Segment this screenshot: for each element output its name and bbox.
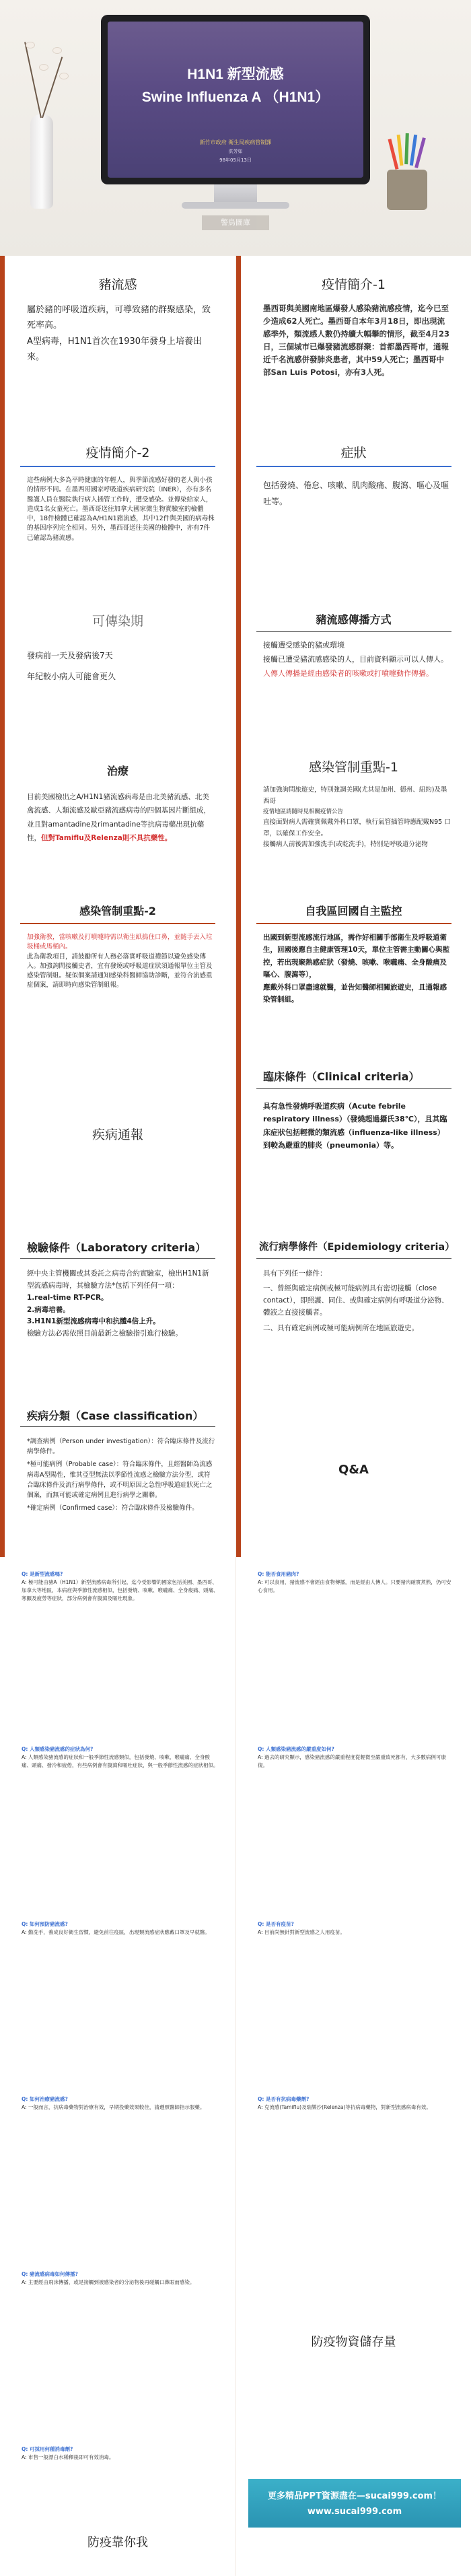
slide-title: 自我區回國自主監控 bbox=[305, 905, 402, 917]
slide-text-highlight: 人傳人傳播是經由感染者的咳嗽或打噴嚏動作傳播。 bbox=[263, 668, 433, 678]
slide-faq-2 bbox=[236, 1557, 471, 1732]
slide-faq-3 bbox=[0, 1732, 236, 1907]
faq-block bbox=[0, 2082, 236, 2112]
title-underline bbox=[256, 466, 451, 467]
slide-symptoms bbox=[236, 424, 471, 592]
accent-bar bbox=[0, 256, 5, 424]
faq-block bbox=[236, 1732, 471, 1770]
accent-bar bbox=[236, 884, 241, 1052]
slide-title: 臨床條件（Clinical criteria） bbox=[263, 1070, 420, 1083]
list-item: 二、具有確定病例或極可能病例所在地區旅遊史。 bbox=[263, 1324, 419, 1333]
accent-bar bbox=[0, 1389, 5, 1557]
slide-self-monitoring bbox=[236, 884, 471, 1052]
slide-swine-flu bbox=[0, 256, 236, 424]
slide-laboratory-criteria bbox=[0, 1220, 236, 1389]
hero-author: 洪芳如 bbox=[228, 149, 243, 154]
faq-block bbox=[236, 1557, 471, 1595]
slide-title: 疾病通報 bbox=[92, 1127, 143, 1142]
pencil-icon bbox=[404, 133, 409, 164]
pencil-cup-illustration bbox=[387, 170, 427, 210]
list-item: 3.H1N1新型流感病毒中和抗體4倍上升。 bbox=[27, 1317, 160, 1326]
monitor-stand bbox=[214, 184, 257, 203]
accent-bar bbox=[0, 884, 5, 1052]
branch-decoration bbox=[24, 42, 42, 118]
slide-text: 目前美國檢出之A/H1N1豬流感病毒是由北美豬流感、北美禽流感、人類流感及歐亞豬流感病毒的四個基因片斷組成，並且對amantadine及rimantadine等抗病毒藥出現抗藥性， bbox=[27, 793, 211, 843]
faq-block bbox=[0, 1732, 236, 1770]
faq-answer: A: 市售一般漂白水稀釋後即可有效消毒。 bbox=[22, 2454, 114, 2460]
accent-bar bbox=[0, 424, 5, 592]
slide-body bbox=[0, 1423, 236, 1513]
title-underline bbox=[256, 1088, 451, 1089]
slide-infectious-period bbox=[0, 592, 236, 730]
accent-bar bbox=[0, 730, 5, 884]
accent-bar bbox=[236, 256, 241, 424]
slide-text: 接觸遭受感染的豬或環境 bbox=[263, 641, 345, 650]
slide-text: 經中央主管機關或其委託之病毒合約實驗室，檢出H1N1新型流感病毒時，其檢驗方法*包括下列任何一項： bbox=[27, 1269, 209, 1290]
accent-bar bbox=[236, 592, 241, 730]
slide-faq-7 bbox=[0, 2082, 236, 2257]
slide-body: 具有急性發燒呼吸道疾病（Acute febrile respiratory illness）（發燒超過攝氏38℃），且其臨床症狀包括輕微的類流感（influenza-like illness）到較為嚴重的肺炎（pneumonia）等。 bbox=[263, 1102, 447, 1150]
title-underline bbox=[20, 466, 215, 467]
slide-body: 這些病例大多為平時健康的年輕人，與季節流感好發的老人與小孩的情形不同。在墨西哥國家呼吸道疾病研究院（INER），亦有多名醫護人員在醫院執行病人插管工作時，遭受感染。並傳染給家人，造成1名女童死亡。墨西哥送往加拿大國家微生物實驗室的檢體中，18件檢體已確認為A/H1N1豬流感，其中12件與美國的病毒株的基因序列完全相同。另外，墨西哥送往美國的檢體中，亦有7件已確認為豬流感。 bbox=[27, 477, 215, 542]
faq-block bbox=[0, 1557, 236, 1603]
flower-decoration bbox=[59, 73, 69, 79]
watermark-badge: 警鳥圖庫 bbox=[202, 215, 269, 230]
slide-text: 應戴外科口罩盡速就醫，並告知醫師相關旅遊史，且通報感染管制組。 bbox=[263, 983, 447, 1004]
faq-question: Q: 如何治療豬流感? bbox=[22, 2096, 68, 2102]
accent-bar bbox=[236, 1052, 241, 1220]
slide-transmission bbox=[236, 592, 471, 730]
slide-body: 墨西哥與美國南地區爆發人感染豬流感疫情，迄今已至少造成62人死亡。墨西哥自本年3月18日，即出現流感季外，類流感人數仍持續大幅攀的情形，截至4月23日，三個城市已爆發豬流感群聚：首都墨西哥市，通報近千名流感併發肺炎患者，其中59人死亡；墨西哥中部San Luis Potosi，亦有3人死。 bbox=[263, 304, 450, 377]
slide-body bbox=[0, 918, 236, 991]
faq-answer: A: 克流感(Tamiflu)及瑞樂沙(Relenza)等抗病毒藥物，對新型流感病毒有效。 bbox=[258, 2104, 431, 2110]
slide-title: Q&A bbox=[338, 1463, 369, 1477]
slide-title: 疾病分類（Case classification） bbox=[27, 1409, 204, 1422]
hero-subtitle: 新竹市政府 衛生局疾病管制課 bbox=[199, 139, 272, 145]
title-underline bbox=[20, 1426, 215, 1427]
slide-text-highlight: 加強衛教，當咳嗽及打噴嚏時需以衛生紙摀住口鼻，並隨手丟入垃圾桶或馬桶內。 bbox=[27, 934, 213, 951]
accent-bar bbox=[236, 1220, 241, 1389]
slide-text: 接觸病人前後需加強洗手(或乾洗手)，特別是呼吸道分泌物 bbox=[263, 841, 428, 849]
slide-text: 檢驗方法必需依照目前最新之檢驗指引進行檢驗。 bbox=[27, 1329, 182, 1338]
slide-faq-5 bbox=[0, 1907, 236, 2082]
slide-treatment bbox=[0, 730, 236, 884]
slide-title: 檢驗條件（Laboratory criteria） bbox=[27, 1241, 207, 1254]
slide-promo bbox=[236, 2432, 471, 2576]
slide-faq-8 bbox=[236, 2082, 471, 2257]
slide-faq-6 bbox=[236, 1907, 471, 2082]
slide-faq-1 bbox=[0, 1557, 236, 1732]
title-underline bbox=[256, 1258, 451, 1259]
slide-title: 疫情簡介-1 bbox=[322, 277, 386, 292]
faq-answer: A: 目前尚無針對新型流感之人用疫苗。 bbox=[258, 1929, 345, 1935]
list-item: *確定病例（Confirmed case）：符合臨床條件及檢驗條件。 bbox=[27, 1504, 198, 1512]
faq-question: Q: 人類感染豬流感的症狀為何? bbox=[22, 1746, 94, 1752]
flower-decoration bbox=[39, 64, 48, 71]
slide-body bbox=[0, 629, 236, 687]
slide-body bbox=[236, 627, 471, 681]
slide-infection-control-1 bbox=[236, 730, 471, 884]
slide-epidemic-2 bbox=[0, 424, 236, 592]
slide-text: 接觸已遭受豬流感感染的人，目前資料顯示可以人傳人。 bbox=[263, 654, 448, 664]
faq-question: Q: 如何預防豬流感? bbox=[22, 1921, 68, 1927]
slide-disease-reporting bbox=[0, 1052, 236, 1220]
hero-title-line1: H1N1 新型流感 bbox=[187, 67, 284, 82]
list-item: *極可能病例（Probable case）：符合臨床條件，且經醫師為流感病毒A型陽性，惟其亞型無法以季節性流感之檢驗方法分型，或符合臨床條件及流行病學條件，或不明原因之急性呼吸道症狀死亡之個案，而無可能或確定病例且進行病學之關聯。 bbox=[27, 1461, 213, 1499]
flower-decoration bbox=[52, 47, 62, 54]
slide-body bbox=[236, 1253, 471, 1335]
slide-title: 流行病學條件（Epidemiology criteria） bbox=[259, 1242, 455, 1253]
slide-title: 可傳染期 bbox=[92, 614, 143, 629]
monitor-frame bbox=[101, 15, 370, 184]
faq-block bbox=[0, 2432, 236, 2462]
slide-title: 治療 bbox=[106, 765, 129, 777]
slide-text-highlight: 但對Tamiflu及Relenza則不具抗藥性。 bbox=[41, 834, 172, 843]
title-slide bbox=[0, 0, 471, 256]
faq-answer: A: 人類感染豬流感的症狀和一般季節性流感類似，包括發燒、咳嗽、喉嚨痛、全身酸痛、頭痛、發冷和疲倦，有些病例會有腹瀉和嘔吐症狀，與一般季節性流感的症狀相似。 bbox=[22, 1754, 219, 1768]
promo-text: 更多精品PPT資源盡在—sucai999.com！ bbox=[267, 2491, 442, 2501]
slide-title: 疫情簡介-2 bbox=[85, 446, 150, 460]
faq-answer: A: 一般而言，抗病毒藥物對治療有效，早期投藥效果較佳，請遵照醫師指示服藥。 bbox=[22, 2104, 205, 2110]
slide-text: 疫情地區請隨時見相關疫情公告 bbox=[263, 808, 344, 816]
vase-illustration bbox=[30, 114, 53, 209]
title-underline bbox=[256, 631, 451, 632]
slide-text: 直接面對病人需確實佩戴外科口罩，執行氣管插管時應配戴N95 口罩，以確保工作安全。 bbox=[263, 819, 451, 837]
list-item: 一、曾經與確定病例或極可能病例具有密切接觸（close contact），即照護、同住、或與確定病例有呼吸道分泌物、體液之直接接觸者。 bbox=[263, 1284, 449, 1317]
slide-body bbox=[0, 1255, 236, 1340]
slide-title: 豬流感 bbox=[98, 277, 137, 292]
faq-question: Q: 豬流感病毒如何傳播? bbox=[22, 2271, 78, 2277]
slide-faq-9 bbox=[0, 2257, 236, 2432]
faq-question: Q: 能否食用豬肉? bbox=[258, 1571, 299, 1577]
slide-epidemiology-criteria bbox=[236, 1220, 471, 1389]
slide-qa bbox=[236, 1389, 471, 1557]
slide-text: 發病前一天及發病後7天 bbox=[27, 651, 113, 660]
faq-answer: A: 可以食用，豬流感不會經由食物傳播，而是經由人傳人。只要豬肉確實煮熟，仍可安心食用。 bbox=[258, 1579, 451, 1593]
slide-text: 年紀較小病人可能會更久 bbox=[27, 672, 116, 682]
faq-answer: A: 極可能由豬A（H1N1）新型流感病毒所引起，迄今受影響的國家包括美國、墨西哥、加拿大等地區，本病症與季節性流感相似，包括發燒、咳嗽、喉嚨痛、全身痠痛、頭痛、寒顫及疲勞等症狀，部分病例會有腹瀉及嘔吐現象。 bbox=[22, 1579, 219, 1601]
slide-title: 症狀 bbox=[340, 446, 367, 460]
faq-question: Q: 人類感染豬流感的嚴重度如何? bbox=[258, 1746, 334, 1752]
slide-clinical-criteria bbox=[236, 1052, 471, 1220]
slide-title: 防疫物資儲存量 bbox=[311, 2335, 396, 2349]
slide-epidemic-1 bbox=[236, 256, 471, 424]
slide-text: 此為衛教項目，請鼓勵所有人務必落實呼吸道禮節以避免感染傳入。加強詢問接觸史者，宜有發燒或呼吸道症狀須通報單位主管及感染管制組。疑似個案請通知感染科醫師協助診斷，並符合流感重症個案，請即時向感染管制組報。 bbox=[27, 952, 213, 989]
faq-block bbox=[0, 1907, 236, 1937]
title-underline bbox=[256, 923, 451, 924]
slide-title: 感染管制重點-1 bbox=[309, 760, 398, 775]
list-item: 2.病毒培養。 bbox=[27, 1305, 70, 1314]
accent-bar bbox=[236, 730, 241, 884]
slide-case-classification bbox=[0, 1389, 236, 1557]
monitor-base bbox=[182, 202, 289, 209]
pencil-icon bbox=[397, 135, 404, 166]
slide-faq-10 bbox=[0, 2432, 236, 2576]
slide-title: 豬流感傳播方式 bbox=[316, 613, 392, 626]
slide-infection-control-2 bbox=[0, 884, 236, 1052]
faq-question: Q: 是新型流感嗎? bbox=[22, 1571, 63, 1577]
faq-block bbox=[236, 2082, 471, 2112]
slide-text: A型病毒，H1N1首次在1930年發身上培養出來。 bbox=[27, 336, 203, 363]
hero-date: 98年05月13日 bbox=[219, 158, 252, 163]
slide-text: 請加強詢問旅遊史，特別強調美國(尤其是加州、德州、紐約)及墨西哥 bbox=[263, 786, 447, 805]
faq-answer: A: 主要經由飛沫傳播，或是接觸到被感染者的分泌物後再碰觸口鼻眼而感染。 bbox=[22, 2279, 195, 2285]
faq-block bbox=[236, 1907, 471, 1937]
slide-text: 出國到新型流感流行地區，需作好相關手部衛生及呼吸道衛生，回國後應自主健康管理10天，單位主管需主動關心與監控，若出現聚熱感症狀（發燒、咳嗽、喉嚨痛、全身酸痛及嘔心、腹瀉等）， bbox=[263, 934, 450, 979]
faq-block bbox=[0, 2257, 236, 2287]
slide-faq-4 bbox=[236, 1732, 471, 1907]
promo-url[interactable]: www.sucai999.com bbox=[307, 2507, 402, 2517]
closing-title: 防疫靠你我 bbox=[87, 2536, 148, 2550]
slide-body bbox=[0, 778, 236, 845]
slide-body bbox=[0, 293, 236, 365]
slide-text: 屬於豬的呼吸道疾病，可導致豬的群聚感染，致死率高。 bbox=[27, 305, 211, 331]
faq-question: Q: 是否有抗病毒藥劑? bbox=[258, 2096, 310, 2102]
faq-question: Q: 可採用何種消毒劑? bbox=[22, 2446, 73, 2452]
faq-question: Q: 是否有疫苗? bbox=[258, 1921, 294, 1927]
slide-body bbox=[236, 918, 471, 1006]
list-item: *調查病例（Person under investigation）：符合臨床條件及流行病學條件。 bbox=[27, 1438, 215, 1456]
title-underline bbox=[20, 923, 215, 924]
title-underline bbox=[20, 1258, 215, 1259]
slide-text: 具有下列任一條件： bbox=[263, 1269, 327, 1278]
slide-body: 包括發燒、倦怠、咳嗽、肌肉酸痛、腹瀉、嘔心及嘔吐等。 bbox=[263, 481, 449, 506]
monitor-screen bbox=[108, 22, 363, 178]
slide-body bbox=[236, 775, 471, 851]
accent-bar bbox=[236, 424, 241, 592]
faq-answer: A: 過去的研究顯示，感染豬流感的嚴重程度從輕微至嚴重致死都有，大多數病例可康復。 bbox=[258, 1754, 446, 1768]
promo-banner[interactable] bbox=[248, 2479, 461, 2528]
flower-decoration bbox=[26, 42, 35, 48]
list-item: 1.real-time RT-PCR。 bbox=[27, 1293, 108, 1302]
slide-stockpile bbox=[236, 2257, 471, 2432]
accent-bar bbox=[0, 1220, 5, 1389]
accent-bar bbox=[0, 592, 5, 730]
faq-answer: A: 勤洗手，養成良好衛生習慣，避免前往疫區，出現類流感症狀應戴口罩及早就醫。 bbox=[22, 1929, 210, 1935]
hero-title-line2: Swine Influenza A （H1N1） bbox=[141, 90, 330, 105]
slide-title: 感染管制重點-2 bbox=[79, 905, 156, 917]
